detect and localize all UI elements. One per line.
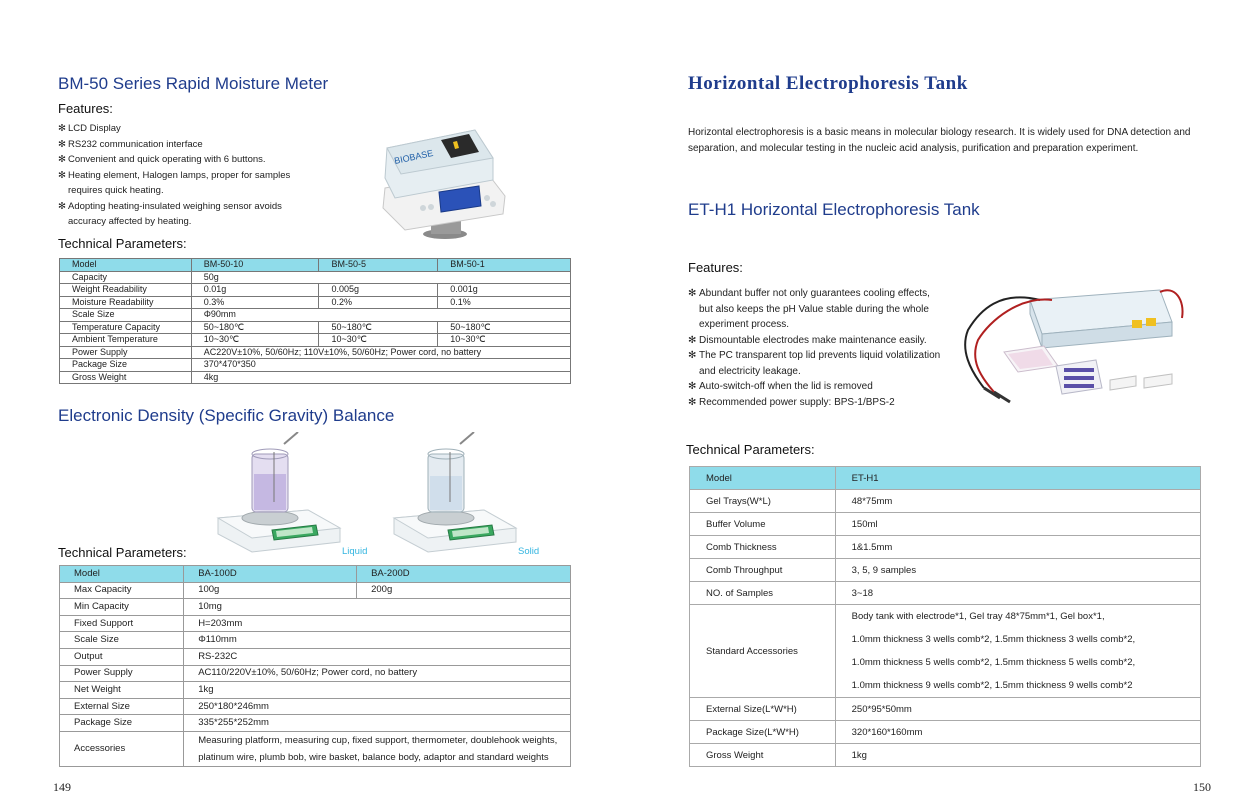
table-row (60, 615, 571, 632)
row-label: Fixed Support (60, 615, 184, 632)
table-header-cell: Model (60, 259, 192, 272)
row-value: AC110/220V±10%, 50/60Hz; Power cord, no battery (184, 665, 571, 682)
moisture-tech-heading: Technical Parameters: (58, 236, 187, 251)
moisture-features-list (58, 121, 358, 230)
row-value: 3, 5, 9 samples (835, 559, 1200, 582)
table-header-row (690, 467, 1201, 490)
row-label: Standard Accessories (690, 605, 836, 698)
table-header-cell: BM-50-5 (319, 259, 438, 272)
table-row (60, 309, 571, 322)
feature-item: ✻ Auto-switch-off when the lid is removed (688, 379, 958, 395)
table-header-row (60, 259, 571, 272)
row-label: Scale Size (60, 309, 192, 322)
density-balance-solid-image (388, 432, 523, 560)
row-label: Accessories (60, 731, 184, 766)
row-label: NO. of Samples (690, 582, 836, 605)
density-tech-heading: Technical Parameters: (58, 545, 187, 560)
row-value: 10~30℃ (438, 334, 571, 347)
row-label: Gel Trays(W*L) (690, 490, 836, 513)
row-value: H=203mm (184, 615, 571, 632)
product-title: ET-H1 Horizontal Electrophoresis Tank (688, 200, 980, 219)
table-row (690, 536, 1201, 559)
row-label: Package Size(L*W*H) (690, 721, 836, 744)
row-value: 250*95*50mm (835, 698, 1200, 721)
row-value: 48*75mm (835, 490, 1200, 513)
moisture-title: BM-50 Series Rapid Moisture Meter (58, 74, 329, 93)
table-row (60, 715, 571, 732)
row-value: Measuring platform, measuring cup, fixed support, thermometer, doublehook weights, platinum wire, plumb bob, wire basket, balance body, adaptor and standard weights (184, 731, 571, 766)
table-row (60, 346, 571, 359)
intro-paragraph: Horizontal electrophoresis is a basic means in molecular biology research. It is widely used for DNA detection and separation, and molecular testing in the nucleic acid analysis, purification and preparation experiment. (688, 127, 1191, 154)
row-label: Min Capacity (60, 599, 184, 616)
table-header-cell: BM-50-1 (438, 259, 571, 272)
table-row (60, 682, 571, 699)
asterisk-icon: ✻ (688, 350, 697, 361)
table-row (60, 698, 571, 715)
moisture-spec-table (59, 258, 571, 384)
right-features-list (688, 286, 958, 410)
row-value: 50g (191, 271, 570, 284)
row-value: 0.3% (191, 296, 319, 309)
density-spec-table (59, 565, 571, 767)
table-row (60, 648, 571, 665)
table-row (690, 513, 1201, 536)
row-value: 3~18 (835, 582, 1200, 605)
table-header-cell: Model (60, 566, 184, 583)
row-label: Max Capacity (60, 582, 184, 599)
row-label: Gross Weight (60, 371, 192, 384)
table-row (690, 605, 1201, 698)
row-label: Buffer Volume (690, 513, 836, 536)
row-value: Body tank with electrode*1, Gel tray 48*75mm*1, Gel box*1, 1.0mm thickness 3 wells comb*2, 1.5mm thickness 3 wells comb*2, 1.0mm thickness 5 wells comb*2, 1.5mm thickness 5 wells comb*2, 1.0mm thickness 9 wells comb*2, 1.5mm thickness 9 wells comb*2 (835, 605, 1200, 698)
row-label: External Size (60, 698, 184, 715)
table-header-cell: Model (690, 467, 836, 490)
row-value: AC220V±10%, 50/60Hz; 110V±10%, 50/60Hz; Power cord, no battery (191, 346, 570, 359)
moisture-meter-image (365, 118, 515, 243)
table-row (60, 359, 571, 372)
feature-item: ✻ Abundant buffer not only guarantees cooling effects, but also keeps the pH Value stable during the whole experiment process. (688, 288, 930, 330)
row-value: 1&1.5mm (835, 536, 1200, 559)
row-label: Scale Size (60, 632, 184, 649)
asterisk-icon: ✻ (58, 169, 66, 181)
row-value: 10mg (184, 599, 571, 616)
density-balance-liquid-image (212, 432, 347, 560)
row-value: 50~180℃ (191, 321, 319, 334)
table-header-cell: BA-100D (184, 566, 357, 583)
asterisk-icon: ✻ (688, 396, 697, 408)
row-value: 10~30℃ (191, 334, 319, 347)
asterisk-icon: ✻ (688, 334, 697, 346)
row-label: Comb Thickness (690, 536, 836, 559)
table-header-row (60, 566, 571, 583)
row-label: Package Size (60, 359, 192, 372)
feature-item: ✻ Adopting heating-insulated weighing sensor avoids accuracy affected by heating. (58, 200, 282, 227)
row-value: 10~30℃ (319, 334, 438, 347)
asterisk-icon: ✻ (58, 200, 66, 212)
table-row (60, 599, 571, 616)
page-number-right: 150 (1193, 780, 1211, 794)
row-value: 100g (184, 582, 357, 599)
table-row (60, 296, 571, 309)
feature-item: ✻ RS232 communication interface (58, 137, 358, 153)
row-value: 0.01g (191, 284, 319, 297)
table-row (690, 744, 1201, 767)
row-value: 4kg (191, 371, 570, 384)
table-header-cell: BA-200D (357, 566, 571, 583)
row-label: Package Size (60, 715, 184, 732)
row-value: 50~180℃ (319, 321, 438, 334)
row-label: Moisture Readability (60, 296, 192, 309)
row-value: 200g (357, 582, 571, 599)
asterisk-icon: ✻ (688, 381, 697, 392)
row-value: RS-232C (184, 648, 571, 665)
feature-item: ✻ Heating element, Halogen lamps, proper for samples requires quick heating. (58, 169, 291, 196)
feature-item: ✻ The PC transparent top lid prevents liquid volatilization and electricity leakage. (688, 350, 941, 377)
solid-label: Solid (518, 546, 540, 557)
electrophoresis-spec-table (689, 466, 1201, 767)
row-value: 250*180*246mm (184, 698, 571, 715)
table-header-cell: ET-H1 (835, 467, 1200, 490)
asterisk-icon: ✻ (58, 154, 66, 165)
table-row (60, 371, 571, 384)
table-row (690, 698, 1201, 721)
row-value: 1kg (835, 744, 1200, 767)
table-row (60, 271, 571, 284)
row-label: Temperature Capacity (60, 321, 192, 334)
density-title: Electronic Density (Specific Gravity) Balance (58, 406, 395, 425)
table-row (60, 582, 571, 599)
right-tech-heading: Technical Parameters: (686, 442, 815, 457)
row-value: 0.005g (319, 284, 438, 297)
row-label: Capacity (60, 271, 192, 284)
row-value: 1kg (184, 682, 571, 699)
table-row (690, 721, 1201, 744)
row-value: Φ110mm (184, 632, 571, 649)
row-value: 150ml (835, 513, 1200, 536)
asterisk-icon: ✻ (58, 123, 66, 134)
row-label: Output (60, 648, 184, 665)
feature-item: ✻ LCD Display (58, 121, 358, 137)
table-row (60, 665, 571, 682)
feature-item: ✻ Recommended power supply: BPS-1/BPS-2 (688, 395, 958, 411)
feature-item: ✻ Dismountable electrodes make maintenance easily. (688, 333, 958, 349)
table-row (690, 559, 1201, 582)
row-label: Gross Weight (690, 744, 836, 767)
table-row (690, 490, 1201, 513)
row-value: 0.001g (438, 284, 571, 297)
row-label: Power Supply (60, 665, 184, 682)
row-value: 370*470*350 (191, 359, 570, 372)
brand-logo: BIOBASE (393, 147, 435, 166)
row-label: Comb Throughput (690, 559, 836, 582)
liquid-label: Liquid (342, 546, 368, 557)
row-value: 335*255*252mm (184, 715, 571, 732)
right-features-heading: Features: (688, 260, 743, 275)
asterisk-icon: ✻ (58, 138, 66, 150)
row-value: 0.1% (438, 296, 571, 309)
table-row (60, 632, 571, 649)
table-row (60, 334, 571, 347)
asterisk-icon: ✻ (688, 288, 697, 299)
page-number-left: 149 (53, 780, 71, 794)
table-row (690, 582, 1201, 605)
table-header-cell: BM-50-10 (191, 259, 319, 272)
table-row (60, 284, 571, 297)
table-row (60, 731, 571, 766)
electrophoresis-title: Horizontal Electrophoresis Tank (688, 73, 968, 94)
row-label: Ambient Temperature (60, 334, 192, 347)
row-value: 0.2% (319, 296, 438, 309)
feature-item: ✻ Convenient and quick operating with 6 buttons. (58, 152, 358, 168)
row-label: Power Supply (60, 346, 192, 359)
row-value: Φ90mm (191, 309, 570, 322)
table-row (60, 321, 571, 334)
moisture-features-heading: Features: (58, 101, 113, 116)
row-value: 320*160*160mm (835, 721, 1200, 744)
row-label: External Size(L*W*H) (690, 698, 836, 721)
electrophoresis-tank-image (960, 270, 1190, 420)
row-label: Weight Readability (60, 284, 192, 297)
row-label: Net Weight (60, 682, 184, 699)
row-value: 50~180℃ (438, 321, 571, 334)
